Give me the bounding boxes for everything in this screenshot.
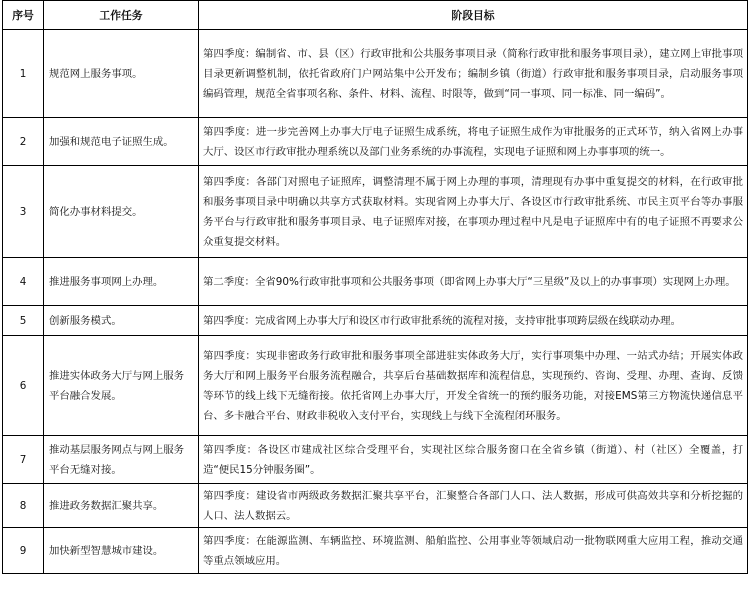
row-index: 2	[3, 118, 44, 166]
row-goal: 第四季度：建设省市两级政务数据汇聚共享平台，汇聚整合各部门人口、法人数据，形成可供高效共享和分析挖掘的人口、法人数据云。	[199, 484, 748, 528]
row-goal: 第四季度：各部门对照电子证照库，调整清理不属于网上办理的事项，清理现有办事中重复提交的材料，在行政审批和服务事项目录中明确以共享方式获取材料。实现省网上办事大厅、各设区市行政审批系统、市民主页平台等办事服务平台与行政审批和服务事项目录、电子证照库对接，在事项办理过程中凡是电子证照库中有的电子证照不再要求公众重复提交材料。	[199, 166, 748, 258]
row-index: 5	[3, 306, 44, 336]
row-task: 推进服务事项网上办理。	[44, 258, 199, 306]
table-header-row	[3, 1, 748, 30]
row-task: 简化办事材料提交。	[44, 166, 199, 258]
row-goal: 第四季度：完成省网上办事大厅和设区市行政审批系统的流程对接，支持审批事项跨层级在线联动办理。	[199, 306, 748, 336]
row-task: 加强和规范电子证照生成。	[44, 118, 199, 166]
table-row	[3, 336, 748, 436]
row-goal: 第二季度：全省90%行政审批事项和公共服务事项（即省网上办事大厅“三星级”及以上的办事事项）实现网上办理。	[199, 258, 748, 306]
table-row	[3, 118, 748, 166]
table-row	[3, 484, 748, 528]
table-row	[3, 30, 748, 118]
row-task: 推进实体政务大厅与网上服务平台融合发展。	[44, 336, 199, 436]
row-goal: 第四季度：各设区市建成社区综合受理平台，实现社区综合服务窗口在全省乡镇（街道）、村（社区）全覆盖，打造“便民15分钟服务圈”。	[199, 436, 748, 484]
header-task: 工作任务	[44, 1, 199, 30]
row-goal: 第四季度：在能源监测、车辆监控、环境监测、船舶监控、公用事业等领域启动一批物联网重大应用工程，推动交通等重点领域应用。	[199, 528, 748, 574]
row-index: 4	[3, 258, 44, 306]
table-row	[3, 306, 748, 336]
row-task: 加快新型智慧城市建设。	[44, 528, 199, 574]
table-row	[3, 258, 748, 306]
row-index: 6	[3, 336, 44, 436]
row-index: 9	[3, 528, 44, 574]
header-index: 序号	[3, 1, 44, 30]
row-index: 7	[3, 436, 44, 484]
row-goal: 第四季度：实现非密政务行政审批和服务事项全部进驻实体政务大厅，实行事项集中办理、一站式办结；开展实体政务大厅和网上服务平台服务流程融合，共享后台基础数据库和流程信息，实现预约、咨询、受理、办理、查询、反馈等环节的线上线下无缝衔接。依托省网上办事大厅，开发全省统一的预约服务功能，对接EMS第三方物流快递信息平台、多卡融合平台、财政非税收入支付平台，实现线上与线下全流程闭环服务。	[199, 336, 748, 436]
row-index: 8	[3, 484, 44, 528]
row-index: 3	[3, 166, 44, 258]
table-row	[3, 436, 748, 484]
table-row	[3, 166, 748, 258]
row-task: 创新服务模式。	[44, 306, 199, 336]
table-row	[3, 528, 748, 574]
row-task: 推动基层服务网点与网上服务平台无缝对接。	[44, 436, 199, 484]
row-task: 规范网上服务事项。	[44, 30, 199, 118]
work-plan-table	[2, 0, 748, 574]
row-goal: 第四季度：编制省、市、县（区）行政审批和公共服务事项目录（简称行政审批和服务事项目录），建立网上审批事项目录更新调整机制，依托省政府门户网站集中公开发布；编制乡镇（街道）行政审批和服务事项目录，启动服务事项编码管理，规范全省事项名称、条件、材料、流程、时限等，做到“同一事项、同一标准、同一编码”。	[199, 30, 748, 118]
row-task: 推进政务数据汇聚共享。	[44, 484, 199, 528]
row-goal: 第四季度：进一步完善网上办事大厅电子证照生成系统，将电子证照生成作为审批服务的正式环节，纳入省网上办事大厅、设区市行政审批办理系统以及部门业务系统的办事流程，实现电子证照和网上办事事项的统一。	[199, 118, 748, 166]
row-index: 1	[3, 30, 44, 118]
header-goal: 阶段目标	[199, 1, 748, 30]
